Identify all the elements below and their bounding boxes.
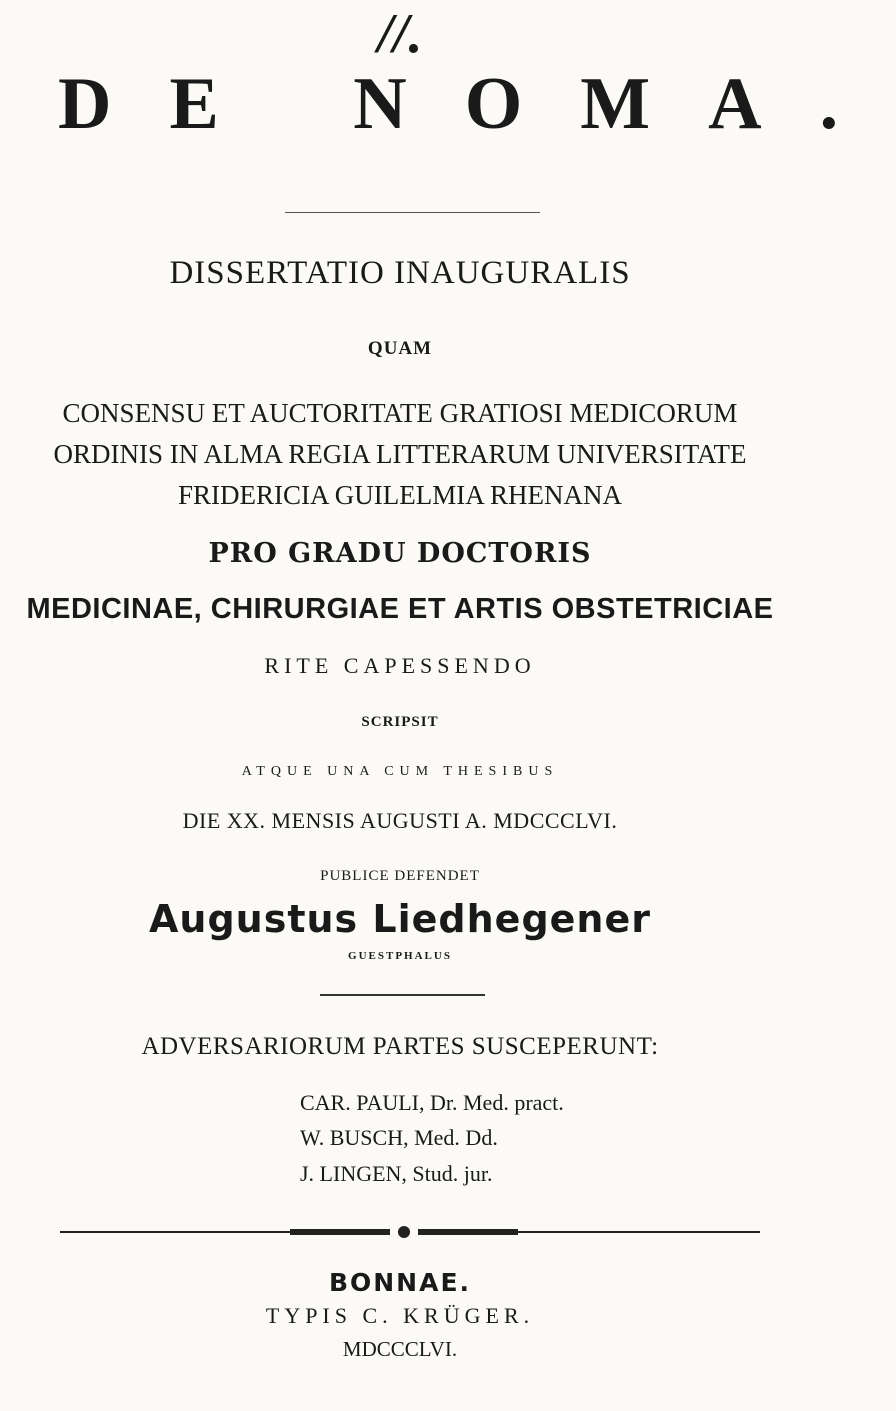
adversarii-heading: ADVERSARIORUM PARTES SUSCEPERUNT:: [141, 1033, 659, 1060]
atque-line: ATQUE UNA CUM THESIBUS: [241, 764, 559, 779]
adversary-2: W. BUSCH, Med. Dd.: [300, 1125, 498, 1150]
author-origin: GUESTPHALUS: [348, 950, 452, 962]
dissertation-heading: DISSERTATIO INAUGURALIS: [169, 255, 631, 291]
top-mark: //.: [377, 3, 423, 65]
adversary-3: J. LINGEN, Stud. jur.: [300, 1161, 493, 1186]
ornament-dot-icon: [398, 1226, 410, 1238]
publice-line: PUBLICE DEFENDET: [320, 868, 480, 884]
title-rule: [285, 212, 540, 213]
consensu-line-3: FRIDERICIA GUILELMIA RHENANA: [178, 480, 622, 510]
quam-line: QUAM: [367, 338, 433, 359]
adversary-1: CAR. PAULI, Dr. Med. pract.: [300, 1090, 564, 1115]
author-name: Augustus Liedhegener: [149, 897, 651, 941]
main-title: DE NOMA.: [58, 63, 896, 145]
author-rule: [320, 994, 485, 996]
degree-line: PRO GRADU DOCTORIS: [208, 538, 592, 569]
scripsit-line: SCRIPSIT: [361, 714, 439, 730]
place-line: BONNAE.: [328, 1268, 472, 1297]
year-line: MDCCCLVI.: [342, 1337, 458, 1361]
faculty-line: MEDICINAE, CHIRURGIAE ET ARTIS OBSTETRICIAE: [26, 593, 774, 625]
date-line: DIE XX. MENSIS AUGUSTI A. MDCCCLVI.: [182, 808, 618, 833]
printer-ornament: [60, 1225, 760, 1239]
printer-line: TYPIS C. KRÜGER.: [265, 1303, 535, 1328]
rite-line: RITE CAPESSENDO: [264, 653, 536, 678]
consensu-line-1: CONSENSU ET AUCTORITATE GRATIOSI MEDICORUM: [62, 398, 738, 428]
consensu-line-2: ORDINIS IN ALMA REGIA LITTERARUM UNIVERSITATE: [53, 439, 747, 469]
